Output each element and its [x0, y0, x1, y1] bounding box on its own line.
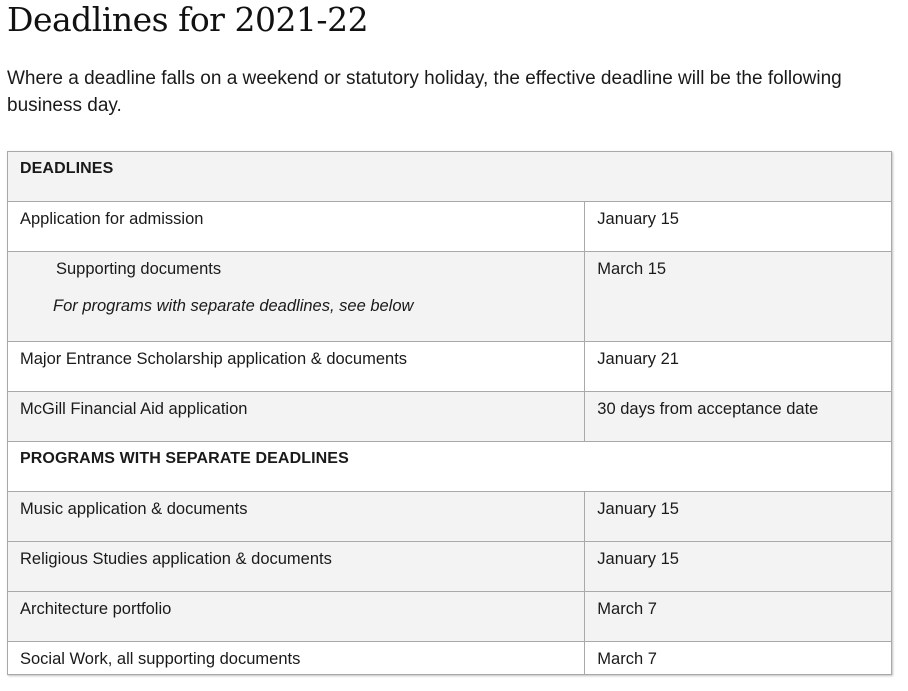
- row-label: Social Work, all supporting documents: [8, 642, 585, 675]
- row-label: Application for admission: [8, 202, 585, 252]
- row-label: Major Entrance Scholarship application & documents: [8, 342, 585, 392]
- deadlines-table: [7, 151, 892, 675]
- table-row: [8, 642, 892, 675]
- table-row: [8, 542, 892, 592]
- section-header-deadlines: DEADLINES: [8, 152, 892, 202]
- table-row: [8, 592, 892, 642]
- row-date: March 7: [585, 592, 892, 642]
- row-label: Architecture portfolio: [8, 592, 585, 642]
- row-date: March 15: [585, 252, 892, 342]
- row-label: Music application & documents: [8, 492, 585, 542]
- table-row: [8, 392, 892, 442]
- table-row: [8, 492, 892, 542]
- row-sublabel: Supporting documents: [56, 260, 222, 278]
- row-date: January 15: [585, 492, 892, 542]
- row-label: McGill Financial Aid application: [8, 392, 585, 442]
- table-row: [8, 252, 892, 342]
- page-title: Deadlines for 2021-22: [7, 0, 369, 39]
- row-date: March 7: [585, 642, 892, 675]
- intro-paragraph: Where a deadline falls on a weekend or statutory holiday, the effective deadline will be the following business day.: [7, 68, 842, 116]
- row-label: [8, 252, 585, 342]
- row-date: January 15: [585, 542, 892, 592]
- row-label: Religious Studies application & documents: [8, 542, 585, 592]
- table-row: [8, 342, 892, 392]
- row-date: January 21: [585, 342, 892, 392]
- row-date: January 15: [585, 202, 892, 252]
- row-note: For programs with separate deadlines, see below: [53, 297, 414, 315]
- row-date: 30 days from acceptance date: [585, 392, 892, 442]
- section-header-row: [8, 152, 892, 202]
- section-header-row: [8, 442, 892, 492]
- table-row: [8, 202, 892, 252]
- section-header-programs: PROGRAMS WITH SEPARATE DEADLINES: [8, 442, 892, 492]
